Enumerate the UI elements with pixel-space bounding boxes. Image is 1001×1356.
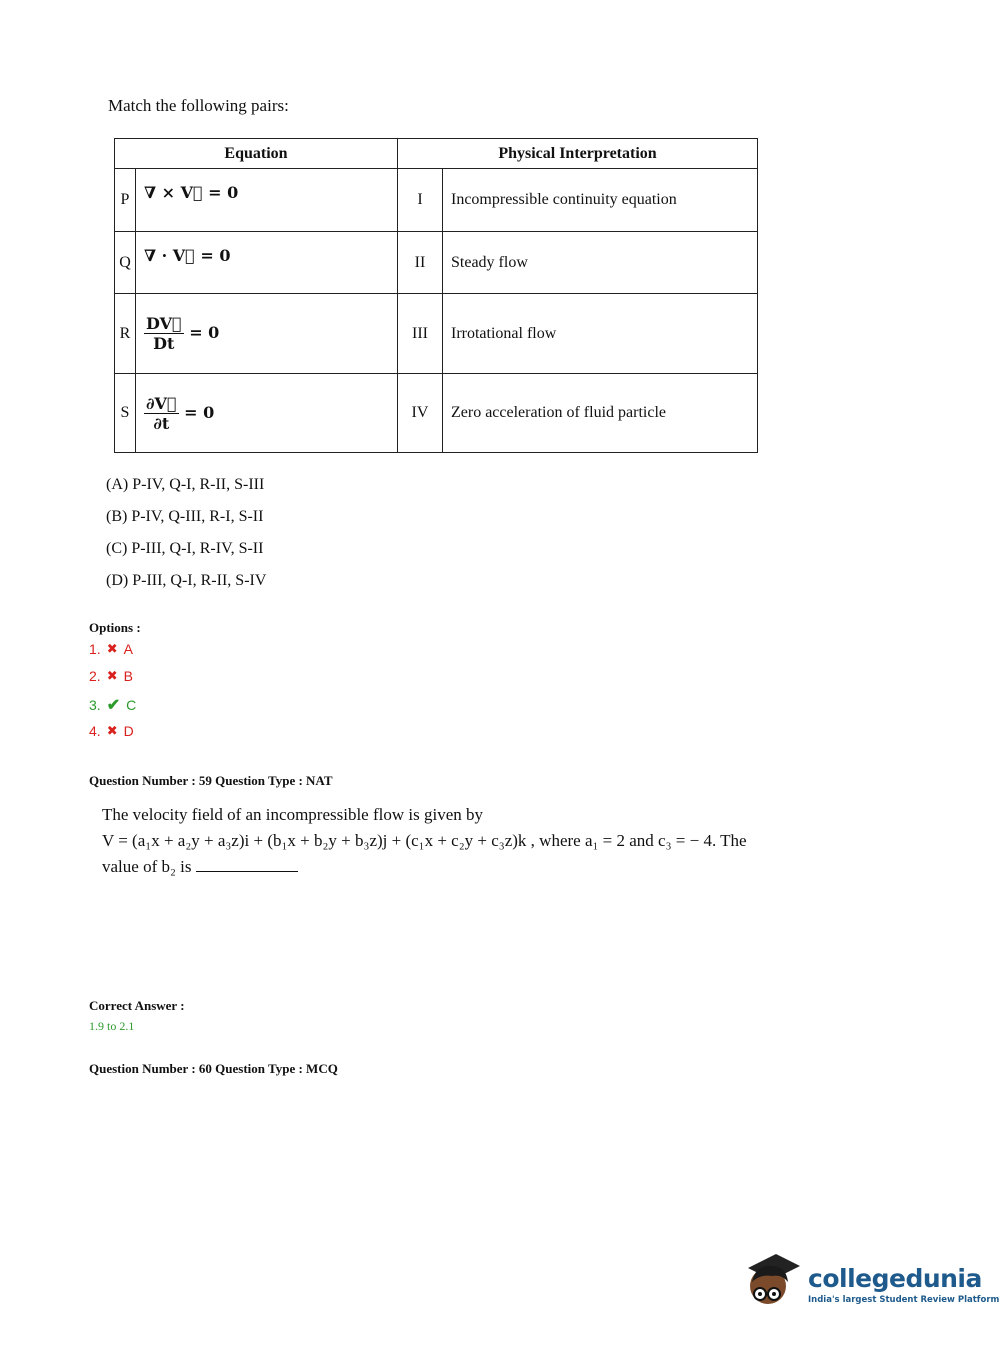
cross-icon: ✖	[106, 641, 118, 656]
row-label: P	[115, 169, 136, 232]
option-3	[89, 695, 136, 715]
row-label: S	[115, 374, 136, 453]
question-59-line3	[102, 854, 842, 880]
fraction	[144, 314, 184, 353]
option-letter: A	[123, 641, 133, 657]
question-59-line1: The velocity field of an incompressible flow is given by	[102, 805, 483, 824]
equation-rhs: = 0	[189, 323, 220, 342]
mascot-icon	[742, 1252, 802, 1316]
choice-a: (A) P-IV, Q-I, R-II, S-III	[106, 476, 265, 493]
interpretation: Steady flow	[443, 232, 758, 294]
answer-blank	[196, 857, 298, 872]
option-letter: C	[126, 697, 137, 713]
brand-name: collegedunia	[808, 1263, 982, 1293]
interpretation: Zero acceleration of fluid particle	[443, 374, 758, 453]
option-number: 3.	[89, 697, 101, 713]
check-icon: ✔	[106, 697, 121, 714]
table-row	[115, 374, 758, 453]
row-label: R	[115, 294, 136, 374]
choice-d: (D) P-III, Q-I, R-II, S-IV	[106, 572, 267, 589]
interpretation: Incompressible continuity equation	[443, 169, 758, 232]
roman-label: IV	[398, 374, 443, 453]
table-row	[115, 294, 758, 374]
table-header-row	[115, 139, 758, 169]
fraction-numerator: ∂V⃗	[146, 393, 177, 413]
choice-c: (C) P-III, Q-I, R-IV, S-II	[106, 540, 264, 557]
choice-b: (B) P-IV, Q-III, R-I, S-II	[106, 508, 264, 525]
equation	[136, 374, 398, 453]
option-4	[89, 723, 134, 739]
brand-text	[808, 1264, 999, 1305]
option-number: 4.	[89, 723, 101, 739]
fraction-denominator: Dt	[153, 334, 175, 353]
interpretation-header: Physical Interpretation	[398, 139, 758, 169]
option-number: 2.	[89, 668, 101, 684]
question-59-text	[102, 802, 842, 880]
brand-tagline: India's largest Student Review Platform	[808, 1294, 1000, 1305]
question-59-header: Question Number : 59 Question Type : NAT	[89, 773, 333, 788]
option-1	[89, 641, 133, 657]
cross-icon: ✖	[106, 723, 118, 738]
question-59-line3-text: value of b₂ is	[102, 857, 192, 876]
question-intro: Match the following pairs:	[108, 96, 289, 115]
option-number: 1.	[89, 641, 101, 657]
table-row	[115, 232, 758, 294]
fraction-numerator: DV⃗	[146, 314, 182, 333]
correct-answer-value: 1.9 to 2.1	[89, 1019, 135, 1033]
option-2	[89, 668, 133, 684]
row-label: Q	[115, 232, 136, 294]
fraction-denominator: ∂t	[153, 413, 170, 433]
equation: ∇ · V⃗ = 0	[136, 232, 398, 294]
option-letter: B	[123, 668, 133, 684]
match-table	[114, 138, 758, 453]
cross-icon: ✖	[106, 668, 118, 683]
question-59-line2: V = (a₁x + a₂y + a₃z)i + (b₁x + b₂y + b₃z)j + (c₁x + c₂y + c₃z)k , where a₁ = 2 and c₃ = − 4. The	[102, 831, 747, 850]
brand-logo	[742, 1252, 999, 1316]
options-heading: Options :	[89, 620, 141, 635]
fraction	[144, 394, 179, 433]
roman-label: II	[398, 232, 443, 294]
roman-label: I	[398, 169, 443, 232]
equation-header: Equation	[115, 139, 398, 169]
equation	[136, 294, 398, 374]
equation: ∇ × V⃗ = 0	[136, 169, 398, 232]
option-letter: D	[123, 723, 134, 739]
table-row	[115, 169, 758, 232]
interpretation: Irrotational flow	[443, 294, 758, 374]
correct-answer-heading: Correct Answer :	[89, 998, 185, 1013]
roman-label: III	[398, 294, 443, 374]
equation-rhs: = 0	[184, 402, 215, 422]
question-60-header: Question Number : 60 Question Type : MCQ	[89, 1061, 338, 1076]
